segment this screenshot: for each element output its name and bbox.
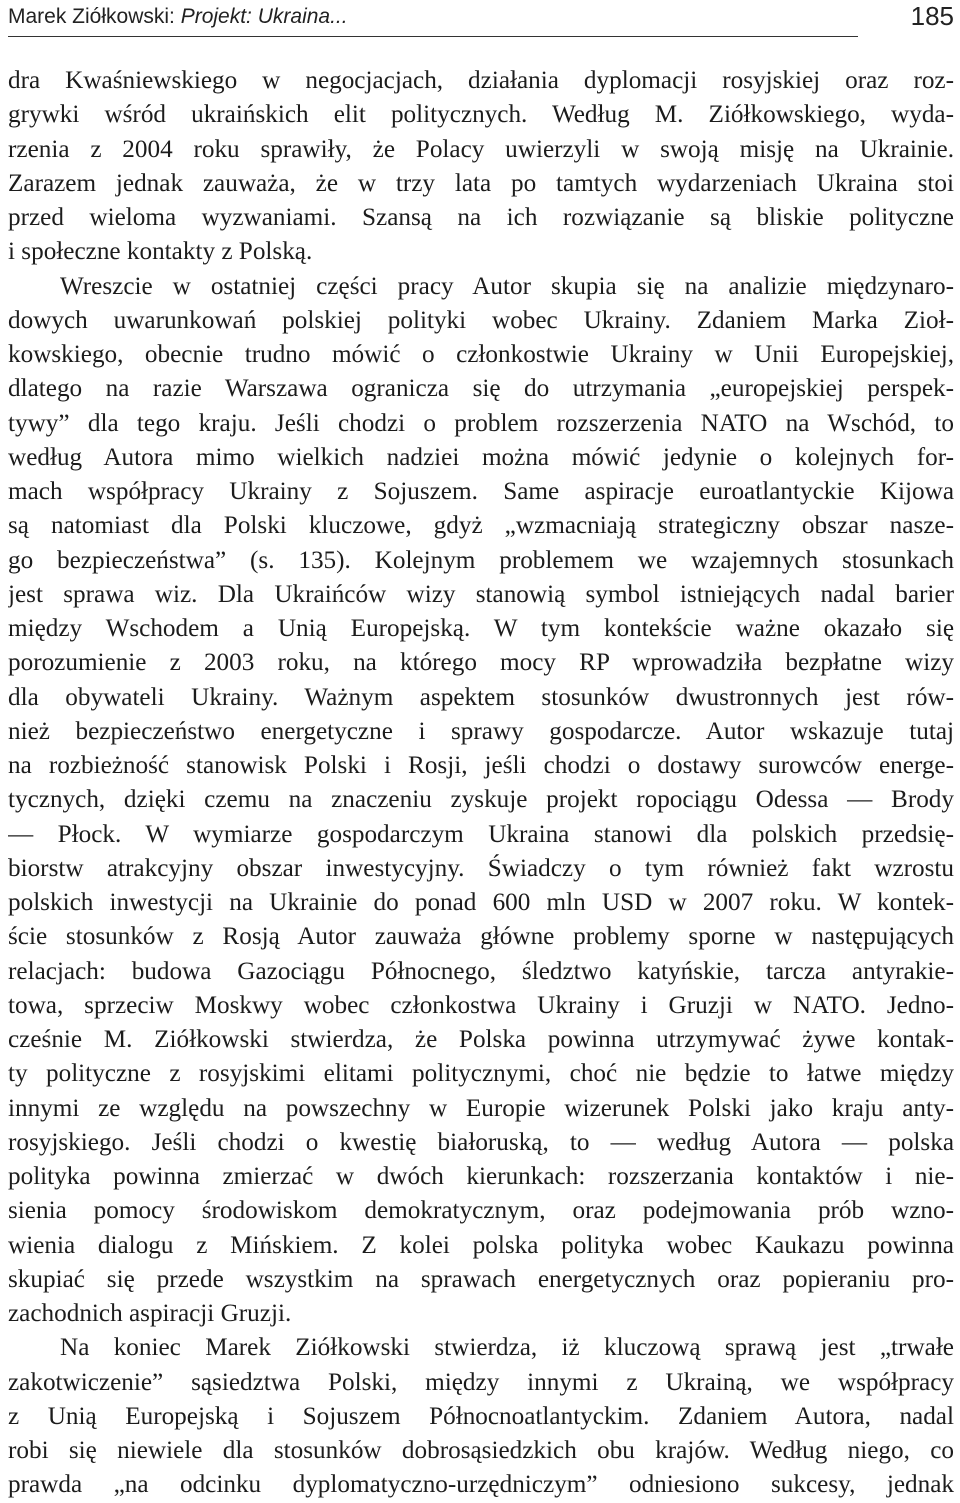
- text-line: rosyjskiego. Jeśli chodzi o kwestię białoruską, to — według Autora — polska: [8, 1128, 954, 1156]
- text-line: przed wieloma wyzwaniami. Szansą na ich rozwiązanie są bliskie polityczne: [8, 204, 954, 231]
- text-line: i społeczne kontakty z Polską.: [8, 238, 313, 266]
- text-line: jest sprawa wiz. Dla Ukraińców wizy stanowią symbol istniejących nadal barier: [8, 580, 954, 608]
- text-line: relacjach: budowa Gazociągu Północnego, śledztwo katyńskie, tarcza antyrakie-: [8, 957, 954, 985]
- running-head: [8, 2, 860, 34]
- text-line: dra Kwaśniewskiego w negocjacjach, działania dyplomacji rosyjskiej oraz roz-: [8, 67, 954, 94]
- text-line: Zarazem jednak zauważa, że w trzy lata po tamtych wydarzeniach Ukraina stoi: [8, 169, 954, 197]
- text-line: rzenia z 2004 roku sprawiły, że Polacy uwierzyli w swoją misję na Ukrainie.: [8, 135, 954, 163]
- text-line: ście stosunków z Rosją Autor zauważa główne problemy sporne w następujących: [8, 923, 954, 951]
- text-line: na rozbieżność stanowisk Polski i Rosji, jeśli chodzi o dostawy surowców energe-: [8, 752, 954, 779]
- text-line: ty polityczne z rosyjskimi elitami politycznymi, choć nie będzie to łatwe między: [8, 1060, 954, 1088]
- text-line: dowych uwarunkowań polskiej polityki wobec Ukrainy. Zdaniem Marka Zioł-: [8, 306, 954, 334]
- text-line: skupiać się przede wszystkim na sprawach energetycznych oraz popieraniu pro-: [8, 1265, 954, 1293]
- text-line: mach współpracy Ukrainy z Sojuszem. Same aspiracje euroatlantyckie Kijowa: [8, 478, 954, 505]
- text-line: według Autora mimo wielkich nadziei można mówić jedynie o kolejnych for-: [8, 443, 954, 471]
- text-line: polskich inwestycji na Ukrainie do ponad 600 mln USD w 2007 roku. W kontek-: [8, 889, 954, 916]
- text-line: kowskiego, obecnie trudno mówić o członkostwie Ukrainy w Unii Europejskiej,: [8, 341, 954, 368]
- text-line: dlatego na razie Warszawa ogranicza się do utrzymania „europejskiej perspek-: [8, 375, 954, 403]
- running-head-author: Marek Ziółkowski:: [8, 5, 181, 28]
- text-line: go bezpieczeństwa” (s. 135). Kolejnym problemem we wzajemnych stosunkach: [8, 546, 954, 574]
- header-rule: [8, 36, 858, 37]
- text-line: dla obywateli Ukrainy. Ważnym aspektem stosunków dwustronnych jest rów-: [8, 683, 954, 711]
- text-line: cześnie M. Ziółkowski stwierdza, że Polska powinna utrzymywać żywe kontak-: [8, 1026, 954, 1053]
- text-line: wienia dialogu z Mińskiem. Z kolei polska polityka wobec Kaukazu powinna: [8, 1231, 954, 1259]
- text-line: sienia pomocy środowiskom demokratycznym, oraz podejmowania prób wzno-: [8, 1197, 954, 1225]
- text-line: — Płock. W wymiarze gospodarczym Ukraina stanowi dla polskich przedsię-: [8, 820, 954, 848]
- text-line: zakotwiczenie” sąsiedztwa Polski, między innymi z Ukrainą, we współpracy: [8, 1368, 954, 1396]
- running-head-title: Projekt: Ukraina...: [180, 5, 348, 28]
- text-line: z Unią Europejską i Sojuszem Północnoatlantyckim. Zdaniem Autora, nadal: [8, 1402, 954, 1430]
- text-line: porozumienie z 2003 roku, na którego mocy RP wprowadziła bezpłatne wizy: [8, 649, 954, 677]
- body-text: [8, 64, 954, 1503]
- text-line: biorstw atrakcyjny obszar inwestycyjny. Świadczy o tym również fakt wzrostu: [8, 854, 954, 882]
- text-line: są natomiast dla Polski kluczowe, gdyż „wzmacniają strategiczny obszar nasze-: [8, 512, 954, 540]
- text-line: między Wschodem a Unią Europejską. W tym kontekście ważne okazało się: [8, 615, 954, 642]
- text-line: nież bezpieczeństwo energetyczne i sprawy gospodarcze. Autor wskazuje tutaj: [8, 717, 954, 745]
- text-line: innymi ze względu na powszechny w Europie wizerunek Polski jako kraju anty-: [8, 1094, 954, 1122]
- text-line: zachodnich aspiracji Gruzji.: [8, 1300, 292, 1327]
- page-number: 185: [910, 1, 954, 31]
- text-line: polityka powinna zmierzać w dwóch kierunkach: rozszerzania kontaktów i nie-: [8, 1163, 954, 1190]
- text-line: towa, sprzeciw Moskwy wobec członkostwa Ukrainy i Gruzji w NATO. Jedno-: [8, 991, 954, 1019]
- text-line: Na koniec Marek Ziółkowski stwierdza, iż kluczową sprawą jest „trwałe: [60, 1334, 954, 1362]
- text-line: robi się niewiele dla stosunków dobrosąsiedzkich obu krajów. Według niego, co: [8, 1437, 954, 1464]
- text-line: prawda „na odcinku dyplomatyczno-urzędniczym” odniesiono sukcesy, jednak: [8, 1471, 954, 1499]
- text-line: tycznych, dzięki czemu na znaczeniu zyskuje projekt ropociągu Odessa — Brody: [8, 786, 954, 814]
- text-line: grywki wśród ukraińskich elit politycznych. Według M. Ziółkowskiego, wyda-: [8, 101, 954, 129]
- text-line: Wreszcie w ostatniej części pracy Autor skupia się na analizie międzynaro-: [60, 272, 954, 300]
- text-line: tywy” dla tego kraju. Jeśli chodzi o problem rozszerzenia NATO na Wschód, to: [8, 409, 954, 437]
